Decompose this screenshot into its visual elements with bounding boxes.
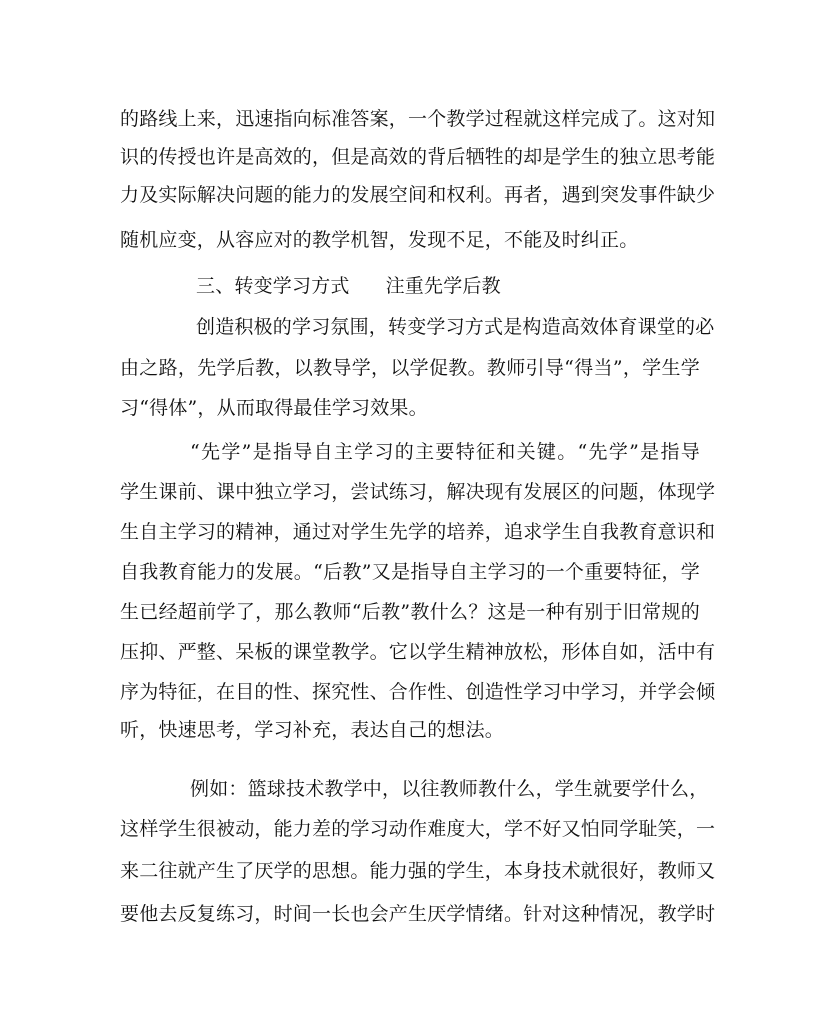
text-line: 生自主学习的精神，通过对学生先学的培养，追求学生自我教育意识和 <box>120 521 716 543</box>
text-line: 这样学生很被动，能力差的学习动作难度大，学不好又怕同学耻笑，一 <box>120 818 716 840</box>
section-number: 三、转变学习方式 <box>196 275 350 297</box>
text-line: 习“得体”，从而取得最佳学习效果。 <box>120 397 428 419</box>
text-line: 来二往就产生了厌学的思想。能力强的学生，本身技术就很好，教师又 <box>120 860 716 882</box>
text-line: 听，快速思考，学习补充，表达自己的想法。 <box>120 719 505 741</box>
text-line: 例如：篮球技术教学中，以往教师教什么，学生就要学什么， <box>190 778 709 800</box>
text-line: 随机应变，从容应对的教学机智，发现不足，不能及时纠正。 <box>120 229 639 251</box>
text-line: 压抑、严整、呆板的课堂教学。它以学生精神放松，形体自如，活中有 <box>120 641 716 663</box>
section-heading <box>196 274 501 298</box>
text-line: 识的传授也许是高效的，但是高效的背后牺牲的却是学生的独立思考能 <box>120 146 716 168</box>
text-line: 创造积极的学习氛围，转变学习方式是构造高效体育课堂的必 <box>196 316 715 338</box>
section-title: 注重先学后教 <box>385 275 501 297</box>
text-line: 自我教育能力的发展。“后教”又是指导自主学习的一个重要特征，学 <box>120 561 700 583</box>
text-line: 由之路，先学后教，以教导学，以学促教。教师引导“得当”，学生学 <box>120 357 700 379</box>
text-line: 要他去反复练习，时间一长也会产生厌学情绪。针对这种情况，教学时 <box>120 903 716 925</box>
text-line: 力及实际解决问题的能力的发展空间和权利。再者，遇到突发事件缺少 <box>120 184 716 206</box>
text-line: 生已经超前学了，那么教师“后教”教什么？这是一种有别于旧常规的 <box>120 601 700 623</box>
text-line: 序为特征，在目的性、探究性、合作性、创造性学习中学习，并学会倾 <box>120 681 716 703</box>
text-line: 学生课前、课中独立学习，尝试练习，解决现有发展区的问题，体现学 <box>120 481 716 503</box>
text-line: 的路线上来，迅速指向标准答案，一个教学过程就这样完成了。这对知 <box>120 108 716 130</box>
text-line: “先学”是指导自主学习的主要特征和关键。“先学”是指导 <box>190 441 700 463</box>
